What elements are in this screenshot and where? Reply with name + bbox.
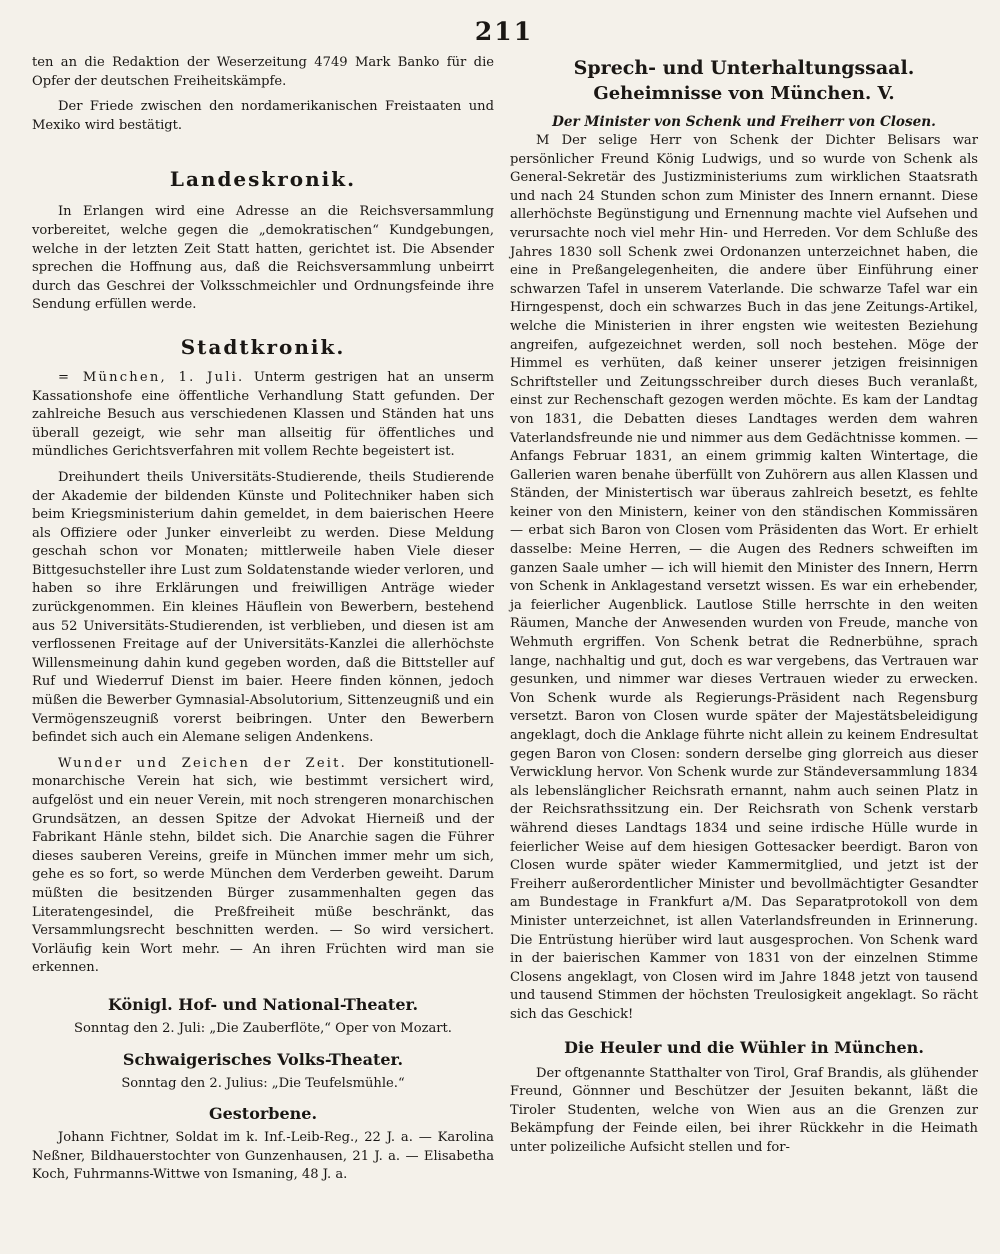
wunder-lead: Wunder und Zeichen der Zeit. (58, 755, 347, 771)
stadtkronik-heading: Stadtkronik. (180, 334, 346, 359)
stadtkronik-text-1: Unterm gestrigen hat an unserm Kassationshofe eine öffentliche Verhandlung Statt gefunden. Der zahlreiche Besuch aus verschiedenen Klassen und Ständen hat uns überall gezeigt, wie sehr man allseitig für öffentliches und mündliches Gerichtsverfahren mit vollem Rechte begeistert ist. (32, 369, 494, 460)
gestorbene-heading: Gestorbene. (208, 1104, 318, 1124)
theater-heading: Königl. Hof- und National-Theater. (107, 994, 419, 1014)
landeskronik-heading: Landeskronik. (169, 167, 357, 192)
heuler-heading: Die Heuler und die Wühler in München. (564, 1037, 924, 1057)
landeskronik-paragraph: In Erlangen wird eine Adresse an die Reichsversammlung vorbereitet, welche gegen die „demokratischen“ Kundgebungen, welche in der letzten Zeit Statt hatten, gerichtet ist. Die Absender sprechen die Hoffnung aus, daß die Reichsversammlung unbeirrt durch das Geschrei der Volksschmeichler und Ordnungsfeinde ihre Sendung erfüllen werde. (32, 204, 494, 313)
stadtkronik-text-3: Der konstitutionell-monarchische Verein hat sich, wie bestimmt versichert wird, aufgelöst und ein neuer Verein, mit noch strengeren monarchischen Grundsätzen, an dessen Spitze der Advokat Hierneiß und der Fabrikant Hänle stehn, bildet sich. Die Anarchie sagen die Führer dieses sauberen Vereins, greife in München immer mehr um sich, gehe es so fort, so werde München dem Verderben geweiht. Darum müßten die besitzenden Bürger zusammenhalten gegen das Literatengesindel, die Preßfreiheit müße beschränkt, das Versammlungsrecht beschnitten werden. — So wird versichert. Vorläufig kein Wort mehr. — An ihren Früchten wird man sie erkennen. (32, 755, 494, 976)
intro-paragraph: ten an die Redaktion der Weserzeitung 4749 Mark Banko für die Opfer der deutschen Freiheitskämpfe. (32, 55, 494, 89)
theater-notice: Sonntag den 2. Juli: „Die Zauberflöte,“ Oper von Mozart. (74, 1020, 452, 1036)
heuler-paragraph: Der oftgenannte Statthalter von Tirol, Graf Brandis, als glühender Freund, Gönnner und Beschützer der Jesuiten bekannt, läßt die Tiroler Studenten, welche von Wien aus an die Grenzen zur Bekämpfung der Feinde eilen, bei ihrer Rückkehr in die Heimath unter polizeiliche Aufsicht stellen und for- (510, 1065, 978, 1155)
gestorbene-paragraph: Johann Fichtner, Soldat im k. Inf.-Leib-Reg., 22 J. a. — Karolina Neßner, Bildhauerstochter von Gunzenhausen, 21 J. a. — Elisabetha Koch, Fuhrmanns-Wittwe von Ismaning, 48 J. a. (32, 1130, 494, 1183)
dateline: = München, 1. Juli. (58, 369, 245, 385)
stadtkronik-paragraph-1 (32, 369, 494, 462)
article-title: Der Minister von Schenk und Freiherr von Closen. (552, 114, 936, 130)
sprechsaal-heading: Sprech- und Unterhaltungssaal. (573, 57, 915, 79)
peace-paragraph: Der Friede zwischen den nordamerikanischen Freistaaten und Mexiko wird bestätigt. (32, 99, 494, 133)
volkstheater-heading: Schwaigerisches Volks-Theater. (122, 1049, 404, 1069)
left-column (32, 54, 494, 1185)
series-heading: Geheimnisse von München. V. (593, 83, 895, 104)
stadtkronik-paragraph-3 (32, 755, 494, 978)
volkstheater-notice: Sonntag den 2. Julius: „Die Teufelsmühle.“ (121, 1075, 405, 1091)
right-column (510, 54, 978, 1185)
stadtkronik-paragraph-2: Dreihundert theils Universitäts-Studierende, theils Studierende der Akademie der bildenden Künste und Politechniker haben sich beim Kriegsministerium dahin gemeldet, in dem baierischen Heere als Offiziere oder Junker einverleibt zu werden. Diese Meldung geschah schon vor Monaten; mittlerweile haben Viele dieser Bittgesuchsteller ihre Lust zum Soldatenstande wieder verloren, und haben so ihre Erklärungen und freiwilligen Anträge wieder zurückgenommen. Ein kleines Häuflein von Bewerbern, bestehend aus 52 Universitäts-Studierenden, ist verblieben, und diesen ist am verflossenen Freitage auf der Universitäts-Kanzlei die allerhöchste Willensmeinung dahin kund gegeben worden, daß die Bittsteller auf Ruf und Wiederruf Dienst im baier. Heere finden können, jedoch müßen die Bewerber Gymnasial-Absolutorium, Sittenzeugniß und ein Vermögenszeugniß vorerst beibringen. Unter den Bewerbern befindet sich auch ein Alemane seligen Andenkens. (32, 469, 494, 746)
article-paragraph: M Der selige Herr von Schenk der Dichter Belisars war persönlicher Freund König Ludwigs, und so wurde von Schenk als General-Sekretär des Justizministeriums zum wirklichen Staatsrath und nach 24 Stunden schon zum Minister des Innern ernannt. Diese allerhöchste Begünstigung und Ernennung machte viel Aufsehen und verursachte noch viel mehr Hin- und Herreden. Vor dem Schluße des Jahres 1830 soll Schenk zwei Ordonanzen unterzeichnet haben, die eine in Preßangelegenheiten, die andere über Einführung einer schwarzen Tafel in unserem Vaterlande. Die schwarze Tafel war ein Hirngespenst, doch ein schwarzes Buch in das jene Zeitungs-Artikel, welche die Ministerien in ihrer engsten wie weitesten Beziehung angreifen, aufgezeichnet werden, soll noch bestehen. Möge der Himmel es verhüten, daß keiner unserer jetzigen freisinnigen Schriftsteller und Zeitungsschreiber durch dieses Buch veranlaßt, einst zur Rechenschaft gezogen werden möchte. Es kam der Landtag von 1831, die Debatten dieses Landtages werden dem wahren Vaterlandsfreunde nie und nimmer aus dem Gedächtnisse kommen. — Anfangs Februar 1831, an einem grimmig kalten Wintertage, die Gallerien waren benahe überfüllt von Zuhörern aus allen Klassen und Ständen, der Ministertisch war überaus zahlreich besetzt, es fehlte keiner von den Ministern, keiner von den ständischen Kommissären — erbat sich Baron von Closen vom Präsidenten das Wort. Er erhielt dasselbe: Meine Herren, — die Augen des Redners schweiften im ganzen Saale umher — ich will hiemit den Minister des Innern, Herrn von Schenk in Anklagestand versetzt wissen. Es war ein erhebender, ja feierlicher Augenblick. Lautlose Stille herrschte in den weiten Räumen, Manche der Anwesenden wurden von Freude, manche von Wehmuth ergriffen. Von Schenk betrat die Rednerbühne, sprach lange, nachhaltig und gut, doch es war vergebens, das Vertrauen war gesunken, und nimmer war dieses Vertrauen wieder zu erwecken. Von Schenk wurde als Regierungs-Präsident nach Regensburg versetzt. Baron von Closen wurde später der Majestätsbeleidigung angeklagt, doch die Anklage führte nicht allein zu keinem Endresultat gegen Baron von Closen: sondern derselbe ging glorreich aus dieser Verwicklung hervor. Von Schenk wurde zur Ständeversammlung 1834 als lebenslänglicher Reichsrath ernannt, nahm auch seinen Platz in der Reichsrathssitzung ein. Der Reichsrath von Schenk verstarb während dieses Landtags 1834 und seine irdische Hülle wurde in feierlicher Weise auf dem hiesigen Gottesacker beerdigt. Baron von Closen wurde später wieder Kammermitglied, und jetzt ist der Freiherr außerordentlicher Minister und bevollmächtigter Gesandter am Bundestage in Frankfurt a/M. Das Separatprotokoll von dem Minister unterzeichnet, ist allen Vaterlandsfreunden in Erinnerung. Die Entrüstung hierüber wird laut ausgesprochen. Von Schenk ward in der baierischen Kammer von 1831 von der einzelnen Stimme Closens angeklagt, von Closen wird im Jahre 1848 jetzt von tausend und tausend Stimmen der höchsten Treulosigkeit angeklagt. So rächt sich das Geschick! (510, 133, 978, 1022)
columns (30, 54, 978, 1185)
page-number: 211 (474, 17, 534, 46)
